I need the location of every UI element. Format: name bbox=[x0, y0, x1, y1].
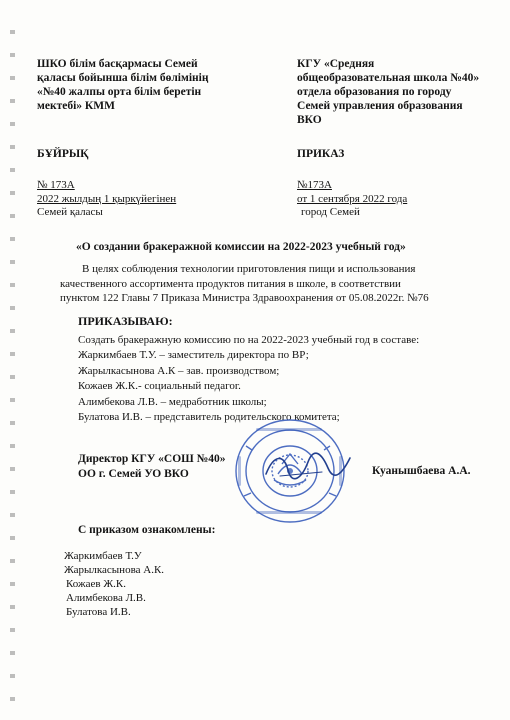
header-right-line: Семей управления образования bbox=[297, 100, 463, 112]
list-item: Алимбекова Л.В. – медработник школы; bbox=[78, 395, 267, 408]
order-title: «О создании бракеражной комиссии на 2022-2023 учебный год» bbox=[76, 241, 406, 253]
header-right-line: КГУ «Средняя bbox=[297, 58, 375, 70]
list-item: Булатова И.В. – представитель родительского комитета; bbox=[78, 411, 340, 424]
header-right bbox=[297, 57, 502, 127]
header-left-line: мектебі» КММ bbox=[37, 100, 115, 112]
header-left-line: ШКО білім басқармасы Семей bbox=[37, 58, 198, 70]
signature-block bbox=[78, 452, 225, 482]
acquainted-list bbox=[64, 549, 164, 619]
commission-list bbox=[78, 333, 498, 425]
list-item: Жарылкасынова А.К. bbox=[64, 564, 165, 576]
list-item: Кожаев Ж.К.- социальный педагог. bbox=[78, 380, 241, 393]
preamble bbox=[60, 262, 500, 306]
director-title: Директор КГУ «СОШ №40» bbox=[78, 453, 226, 465]
header-right-line: общеобразовательная школа №40» bbox=[297, 72, 480, 84]
list-item: Алимбекова Л.В. bbox=[66, 592, 146, 604]
order-number-right: №173А bbox=[297, 179, 332, 191]
order-city-left: Семей қаласы bbox=[37, 206, 103, 218]
scan-edge-marks bbox=[10, 30, 18, 670]
meta-left bbox=[37, 179, 176, 220]
handwritten-signature-icon bbox=[262, 448, 354, 482]
order-date-right: от 1 сентября 2022 года bbox=[297, 192, 408, 205]
preamble-line: качественного ассортимента продуктов питания в школе, в соответствии bbox=[60, 277, 401, 290]
header-left bbox=[37, 57, 257, 113]
acquainted-title: С приказом ознакомлены: bbox=[78, 524, 216, 536]
list-item: Жарылкасынова А.К – зав. производством; bbox=[78, 364, 280, 377]
list-item: Булатова И.В. bbox=[66, 606, 131, 618]
list-item: Жаркимбаев Т.У. – заместитель директора по ВР; bbox=[78, 349, 309, 362]
order-number-left: № 173А bbox=[37, 179, 75, 191]
header-left-line: «№40 жалпы орта білім беретін bbox=[37, 86, 202, 98]
header-right-line: отдела образования по городу bbox=[297, 86, 452, 98]
order-date-left: 2022 жылдың 1 қыркүйегінен bbox=[37, 192, 177, 205]
director-name: Куанышбаева А.А. bbox=[372, 465, 471, 477]
order-city-right: город Семей bbox=[301, 206, 360, 218]
title-right: ПРИКАЗ bbox=[297, 148, 345, 160]
list-item: Кожаев Ж.К. bbox=[66, 578, 127, 590]
header-right-line: ВКО bbox=[297, 114, 322, 126]
header-left-line: қаласы бойынша білім бөлімінің bbox=[37, 72, 209, 84]
decree-word: ПРИКАЗЫВАЮ: bbox=[78, 314, 173, 328]
director-org: ОО г. Семей УО ВКО bbox=[78, 468, 189, 480]
preamble-line: В целях соблюдения технологии приготовления пищи и использования bbox=[82, 263, 416, 275]
title-left: БҰЙРЫҚ bbox=[37, 148, 89, 160]
list-item: Создать бракеражную комиссию по на 2022-2023 учебный год в составе: bbox=[78, 334, 420, 346]
preamble-line: пунктом 122 Главы 7 Приказа Министра Здравоохранения от 05.08.2022г. №76 bbox=[60, 292, 429, 304]
meta-right bbox=[297, 179, 407, 220]
list-item: Жаркимбаев Т.У bbox=[64, 550, 142, 562]
